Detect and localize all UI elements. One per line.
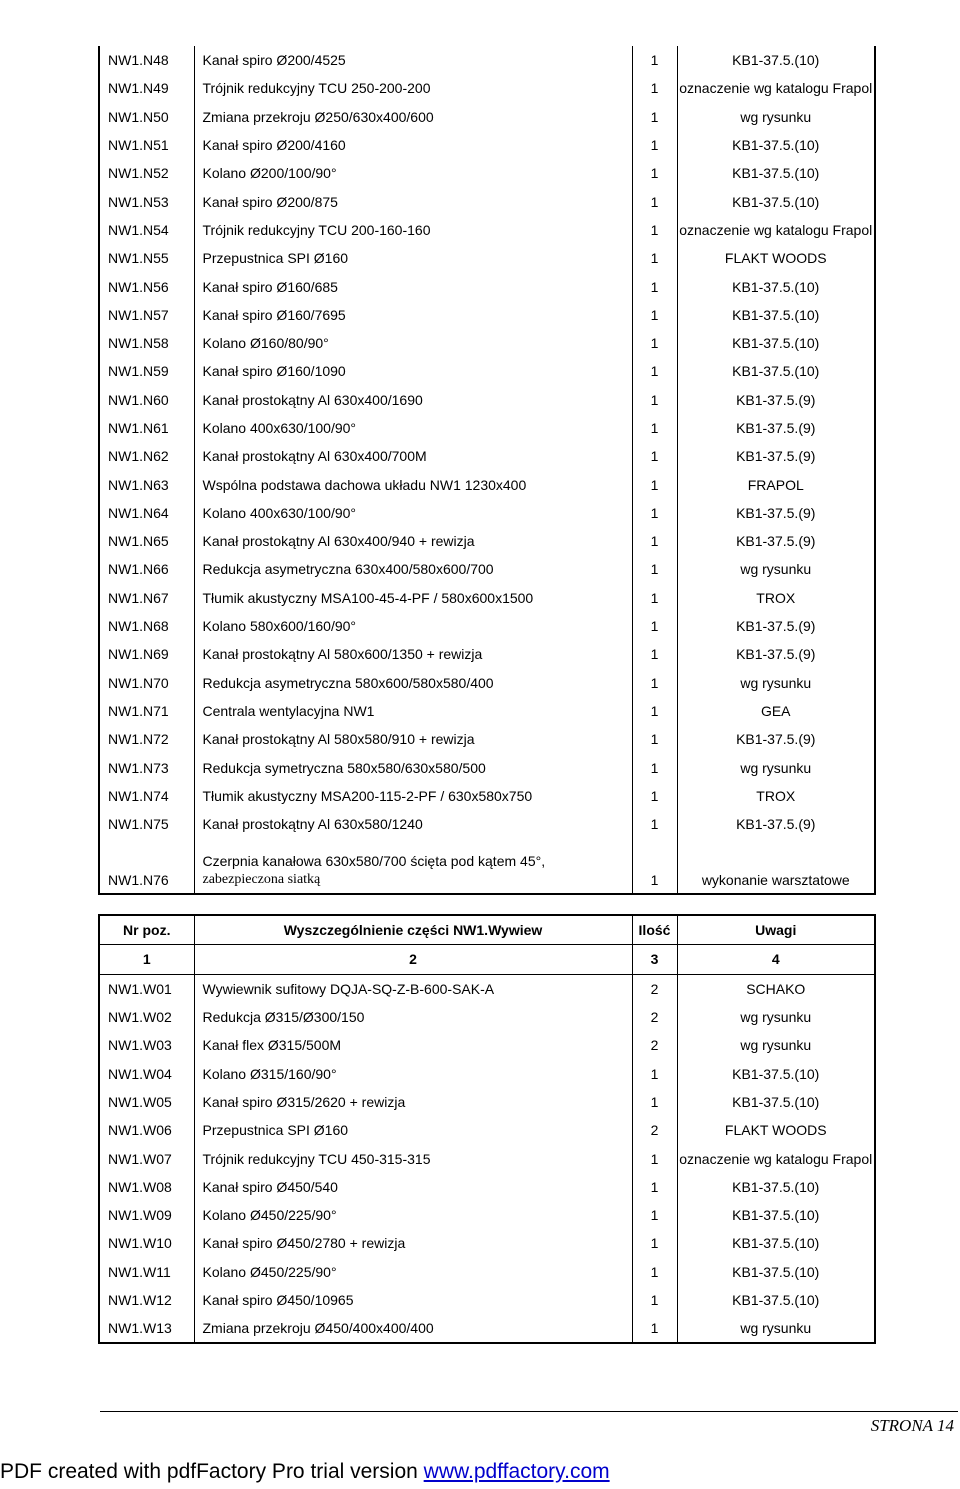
- cell-description: Kanał spiro Ø450/10965: [194, 1286, 632, 1314]
- cell-position: NW1.N49: [99, 74, 194, 102]
- cell-position: NW1.W06: [99, 1116, 194, 1144]
- cell-remarks: KB1-37.5.(10): [677, 1173, 875, 1201]
- cell-remarks: KB1-37.5.(9): [677, 527, 875, 555]
- cell-quantity: 1: [632, 1258, 677, 1286]
- parts-table-wywiew-body: [99, 915, 875, 1343]
- cell-position: NW1.N64: [99, 499, 194, 527]
- cell-position: NW1.N51: [99, 131, 194, 159]
- cell-remarks: wg rysunku: [677, 555, 875, 583]
- cell-quantity: 1: [632, 131, 677, 159]
- header-remarks: Uwagi: [677, 915, 875, 945]
- cell-position: NW1.N71: [99, 697, 194, 725]
- cell-quantity: 1: [632, 1144, 677, 1172]
- cell-description: Wywiewnik sufitowy DQJA-SQ-Z-B-600-SAK-A: [194, 974, 632, 1003]
- cell-quantity: 1: [632, 1286, 677, 1314]
- cell-remarks: KB1-37.5.(9): [677, 640, 875, 668]
- cell-description: Redukcja Ø315/Ø300/150: [194, 1003, 632, 1031]
- cell-quantity: 1: [632, 159, 677, 187]
- cell-description: Kanał spiro Ø450/540: [194, 1173, 632, 1201]
- cell-description: Redukcja symetryczna 580x580/630x580/500: [194, 753, 632, 781]
- cell-quantity: 1: [632, 386, 677, 414]
- cell-position: NW1.N62: [99, 442, 194, 470]
- pdf-creator-note: [0, 1460, 610, 1484]
- table-row: [99, 1201, 875, 1229]
- cell-remarks: FLAKT WOODS: [677, 244, 875, 272]
- cell-remarks: KB1-37.5.(10): [677, 1059, 875, 1087]
- cell-position: NW1.N56: [99, 272, 194, 300]
- cell-quantity: 1: [632, 103, 677, 131]
- table-row: [99, 272, 875, 300]
- cell-position: NW1.W02: [99, 1003, 194, 1031]
- cell-remarks: KB1-37.5.(10): [677, 357, 875, 385]
- table-row: [99, 1003, 875, 1031]
- cell-quantity: 2: [632, 974, 677, 1003]
- cell-description: Kolano Ø160/80/90°: [194, 329, 632, 357]
- cell-remarks: KB1-37.5.(10): [677, 329, 875, 357]
- table-row: [99, 584, 875, 612]
- cell-quantity: 1: [632, 1088, 677, 1116]
- cell-remarks: KB1-37.5.(10): [677, 272, 875, 300]
- cell-description: Kanał spiro Ø450/2780 + rewizja: [194, 1229, 632, 1257]
- table-row: [99, 725, 875, 753]
- page-number: STRONA 14: [870, 1416, 954, 1435]
- column-number: 3: [632, 945, 677, 974]
- cell-remarks: KB1-37.5.(10): [677, 187, 875, 215]
- table-row: [99, 669, 875, 697]
- cell-remarks: wg rysunku: [677, 103, 875, 131]
- cell-remarks: KB1-37.5.(9): [677, 414, 875, 442]
- cell-remarks: KB1-37.5.(10): [677, 1229, 875, 1257]
- table-row: [99, 1286, 875, 1314]
- table-row: [99, 499, 875, 527]
- table-row: [99, 442, 875, 470]
- cell-position: NW1.N59: [99, 357, 194, 385]
- cell-quantity: 1: [632, 1201, 677, 1229]
- cell-quantity: 1: [632, 838, 677, 894]
- cell-position: NW1.N70: [99, 669, 194, 697]
- cell-quantity: 1: [632, 216, 677, 244]
- cell-position: NW1.W03: [99, 1031, 194, 1059]
- cell-position: NW1.N52: [99, 159, 194, 187]
- table-row: [99, 555, 875, 583]
- table-row: [99, 838, 875, 894]
- cell-description: Centrala wentylacyjna NW1: [194, 697, 632, 725]
- cell-description: Trójnik redukcyjny TCU 200-160-160: [194, 216, 632, 244]
- cell-position: NW1.N54: [99, 216, 194, 244]
- cell-description: Kolano 580x600/160/90°: [194, 612, 632, 640]
- description-line: zabezpieczona siatką: [202, 872, 321, 888]
- cell-position: NW1.N53: [99, 187, 194, 215]
- table-row: [99, 1314, 875, 1343]
- cell-description: Kanał spiro Ø160/685: [194, 272, 632, 300]
- table-row: [99, 244, 875, 272]
- table-row: [99, 329, 875, 357]
- cell-description: Tłumik akustyczny MSA100-45-4-PF / 580x600x1500: [194, 584, 632, 612]
- table-row: [99, 1116, 875, 1144]
- cell-description: Kanał prostokątny Al 580x600/1350 + rewizja: [194, 640, 632, 668]
- cell-quantity: 1: [632, 753, 677, 781]
- cell-quantity: 1: [632, 357, 677, 385]
- cell-position: NW1.N50: [99, 103, 194, 131]
- cell-description: Kanał spiro Ø315/2620 + rewizja: [194, 1088, 632, 1116]
- cell-description: Trójnik redukcyjny TCU 450-315-315: [194, 1144, 632, 1172]
- cell-description: Kanał spiro Ø200/875: [194, 187, 632, 215]
- cell-quantity: 1: [632, 697, 677, 725]
- cell-position: NW1.N74: [99, 782, 194, 810]
- table-row: [99, 1144, 875, 1172]
- cell-description: Kanał spiro Ø200/4525: [194, 46, 632, 74]
- cell-quantity: 1: [632, 555, 677, 583]
- table-row: [99, 1258, 875, 1286]
- table-row: [99, 753, 875, 781]
- cell-description: Kanał prostokątny Al 630x400/940 + rewizja: [194, 527, 632, 555]
- cell-description: Kolano 400x630/100/90°: [194, 414, 632, 442]
- cell-quantity: 1: [632, 1173, 677, 1201]
- cell-description: Kolano Ø450/225/90°: [194, 1258, 632, 1286]
- cell-quantity: 1: [632, 584, 677, 612]
- table-row: [99, 1031, 875, 1059]
- cell-remarks: wg rysunku: [677, 669, 875, 697]
- cell-position: NW1.N72: [99, 725, 194, 753]
- cell-position: NW1.W08: [99, 1173, 194, 1201]
- cell-position: NW1.N57: [99, 301, 194, 329]
- cell-remarks: TROX: [677, 584, 875, 612]
- cell-quantity: 2: [632, 1003, 677, 1031]
- table-row: [99, 697, 875, 725]
- cell-remarks: wg rysunku: [677, 1003, 875, 1031]
- cell-description: Kanał spiro Ø160/7695: [194, 301, 632, 329]
- cell-quantity: 1: [632, 527, 677, 555]
- table-row: [99, 640, 875, 668]
- cell-quantity: 1: [632, 46, 677, 74]
- cell-remarks: KB1-37.5.(10): [677, 131, 875, 159]
- table-header-row: [99, 915, 875, 945]
- cell-remarks: FRAPOL: [677, 470, 875, 498]
- table-row: [99, 357, 875, 385]
- cell-quantity: 1: [632, 414, 677, 442]
- cell-description: Kolano Ø200/100/90°: [194, 159, 632, 187]
- cell-position: NW1.N73: [99, 753, 194, 781]
- cell-quantity: 1: [632, 810, 677, 838]
- table-row: [99, 159, 875, 187]
- cell-position: NW1.W12: [99, 1286, 194, 1314]
- cell-position: NW1.N75: [99, 810, 194, 838]
- cell-position: NW1.N69: [99, 640, 194, 668]
- cell-description: Redukcja asymetryczna 580x600/580x580/400: [194, 669, 632, 697]
- cell-remarks: wg rysunku: [677, 1314, 875, 1343]
- table-row: [99, 527, 875, 555]
- cell-description: Tłumik akustyczny MSA200-115-2-PF / 630x580x750: [194, 782, 632, 810]
- header-position: Nr poz.: [99, 915, 194, 945]
- cell-remarks: wykonanie warsztatowe: [677, 838, 875, 894]
- cell-remarks: KB1-37.5.(9): [677, 810, 875, 838]
- cell-position: NW1.W05: [99, 1088, 194, 1116]
- cell-quantity: 1: [632, 442, 677, 470]
- table-row: [99, 1173, 875, 1201]
- cell-position: NW1.N76: [99, 838, 194, 894]
- table-row: [99, 74, 875, 102]
- cell-description: Kolano Ø315/160/90°: [194, 1059, 632, 1087]
- cell-quantity: 1: [632, 612, 677, 640]
- cell-description: Kanał prostokątny Al 580x580/910 + rewizja: [194, 725, 632, 753]
- cell-quantity: 1: [632, 301, 677, 329]
- cell-remarks: KB1-37.5.(10): [677, 1258, 875, 1286]
- column-number: 1: [99, 945, 194, 974]
- parts-table-wywiew: [98, 914, 876, 1344]
- column-number-row: [99, 945, 875, 974]
- table-row: [99, 386, 875, 414]
- cell-description: Przepustnica SPI Ø160: [194, 1116, 632, 1144]
- table-row: [99, 216, 875, 244]
- cell-remarks: KB1-37.5.(10): [677, 301, 875, 329]
- cell-quantity: 1: [632, 244, 677, 272]
- cell-position: NW1.N66: [99, 555, 194, 583]
- cell-position: NW1.N58: [99, 329, 194, 357]
- parts-table-nawiew-body: [99, 46, 875, 894]
- cell-description: Wspólna podstawa dachowa układu NW1 1230x400: [194, 470, 632, 498]
- pdffactory-link[interactable]: www.pdffactory.com: [423, 1460, 610, 1483]
- table-row: [99, 810, 875, 838]
- cell-remarks: KB1-37.5.(9): [677, 442, 875, 470]
- cell-remarks: wg rysunku: [677, 1031, 875, 1059]
- cell-quantity: 1: [632, 272, 677, 300]
- cell-position: NW1.W01: [99, 974, 194, 1003]
- cell-description: Kanał prostokątny Al 630x400/1690: [194, 386, 632, 414]
- cell-position: NW1.W09: [99, 1201, 194, 1229]
- table-row: [99, 470, 875, 498]
- table-row: [99, 187, 875, 215]
- table-row: [99, 414, 875, 442]
- cell-remarks: KB1-37.5.(9): [677, 612, 875, 640]
- cell-description: Kolano 400x630/100/90°: [194, 499, 632, 527]
- cell-remarks: KB1-37.5.(10): [677, 1286, 875, 1314]
- cell-remarks: KB1-37.5.(9): [677, 499, 875, 527]
- cell-position: NW1.N55: [99, 244, 194, 272]
- table-row: [99, 1059, 875, 1087]
- cell-description: [194, 838, 632, 894]
- cell-description: Kanał flex Ø315/500M: [194, 1031, 632, 1059]
- cell-quantity: 1: [632, 782, 677, 810]
- table-row: [99, 612, 875, 640]
- cell-description: Redukcja asymetryczna 630x400/580x600/700: [194, 555, 632, 583]
- cell-quantity: 1: [632, 669, 677, 697]
- cell-quantity: 1: [632, 329, 677, 357]
- cell-remarks: oznaczenie wg katalogu Frapol: [677, 74, 875, 102]
- cell-position: NW1.N68: [99, 612, 194, 640]
- cell-remarks: oznaczenie wg katalogu Frapol: [677, 1144, 875, 1172]
- cell-quantity: 2: [632, 1031, 677, 1059]
- cell-position: NW1.W04: [99, 1059, 194, 1087]
- cell-quantity: 1: [632, 499, 677, 527]
- cell-quantity: 2: [632, 1116, 677, 1144]
- table-row: [99, 46, 875, 74]
- cell-description: Kolano Ø450/225/90°: [194, 1201, 632, 1229]
- cell-quantity: 1: [632, 74, 677, 102]
- cell-position: NW1.W11: [99, 1258, 194, 1286]
- cell-position: NW1.N67: [99, 584, 194, 612]
- header-description: Wyszczególnienie części NW1.Wywiew: [194, 915, 632, 945]
- cell-description: Zmiana przekroju Ø250/630x400/600: [194, 103, 632, 131]
- column-number: 2: [194, 945, 632, 974]
- cell-remarks: GEA: [677, 697, 875, 725]
- header-quantity: Ilość: [632, 915, 677, 945]
- cell-quantity: 1: [632, 725, 677, 753]
- cell-description: Zmiana przekroju Ø450/400x400/400: [194, 1314, 632, 1343]
- cell-position: NW1.N63: [99, 470, 194, 498]
- table-row: [99, 301, 875, 329]
- table-row: [99, 131, 875, 159]
- cell-description: Trójnik redukcyjny TCU 250-200-200: [194, 74, 632, 102]
- table-row: [99, 782, 875, 810]
- cell-position: NW1.W07: [99, 1144, 194, 1172]
- cell-remarks: KB1-37.5.(9): [677, 725, 875, 753]
- cell-description: Kanał spiro Ø200/4160: [194, 131, 632, 159]
- cell-remarks: oznaczenie wg katalogu Frapol: [677, 216, 875, 244]
- cell-description: Kanał prostokątny Al 630x400/700M: [194, 442, 632, 470]
- cell-quantity: 1: [632, 187, 677, 215]
- cell-description: Kanał spiro Ø160/1090: [194, 357, 632, 385]
- parts-table-nawiew: [98, 46, 876, 895]
- cell-position: NW1.N65: [99, 527, 194, 555]
- cell-remarks: TROX: [677, 782, 875, 810]
- cell-description: Przepustnica SPI Ø160: [194, 244, 632, 272]
- column-number: 4: [677, 945, 875, 974]
- cell-remarks: KB1-37.5.(10): [677, 1201, 875, 1229]
- cell-quantity: 1: [632, 470, 677, 498]
- footer-divider: [100, 1411, 958, 1412]
- cell-position: NW1.W10: [99, 1229, 194, 1257]
- cell-remarks: KB1-37.5.(10): [677, 1088, 875, 1116]
- cell-quantity: 1: [632, 640, 677, 668]
- table-row: [99, 103, 875, 131]
- cell-remarks: KB1-37.5.(9): [677, 386, 875, 414]
- pdf-note-text: PDF created with pdfFactory Pro trial version: [0, 1460, 424, 1483]
- cell-remarks: SCHAKO: [677, 974, 875, 1003]
- cell-remarks: wg rysunku: [677, 753, 875, 781]
- table-row: [99, 1229, 875, 1257]
- cell-quantity: 1: [632, 1314, 677, 1343]
- description-line: Czerpnia kanałowa 630x580/700 ścięta pod kątem 45°,: [202, 853, 546, 870]
- cell-position: NW1.N61: [99, 414, 194, 442]
- cell-remarks: FLAKT WOODS: [677, 1116, 875, 1144]
- cell-position: NW1.N60: [99, 386, 194, 414]
- cell-quantity: 1: [632, 1229, 677, 1257]
- cell-remarks: KB1-37.5.(10): [677, 159, 875, 187]
- cell-position: NW1.W13: [99, 1314, 194, 1343]
- cell-remarks: KB1-37.5.(10): [677, 46, 875, 74]
- cell-position: NW1.N48: [99, 46, 194, 74]
- cell-quantity: 1: [632, 1059, 677, 1087]
- cell-description: Kanał prostokątny Al 630x580/1240: [194, 810, 632, 838]
- table-row: [99, 1088, 875, 1116]
- table-row: [99, 974, 875, 1003]
